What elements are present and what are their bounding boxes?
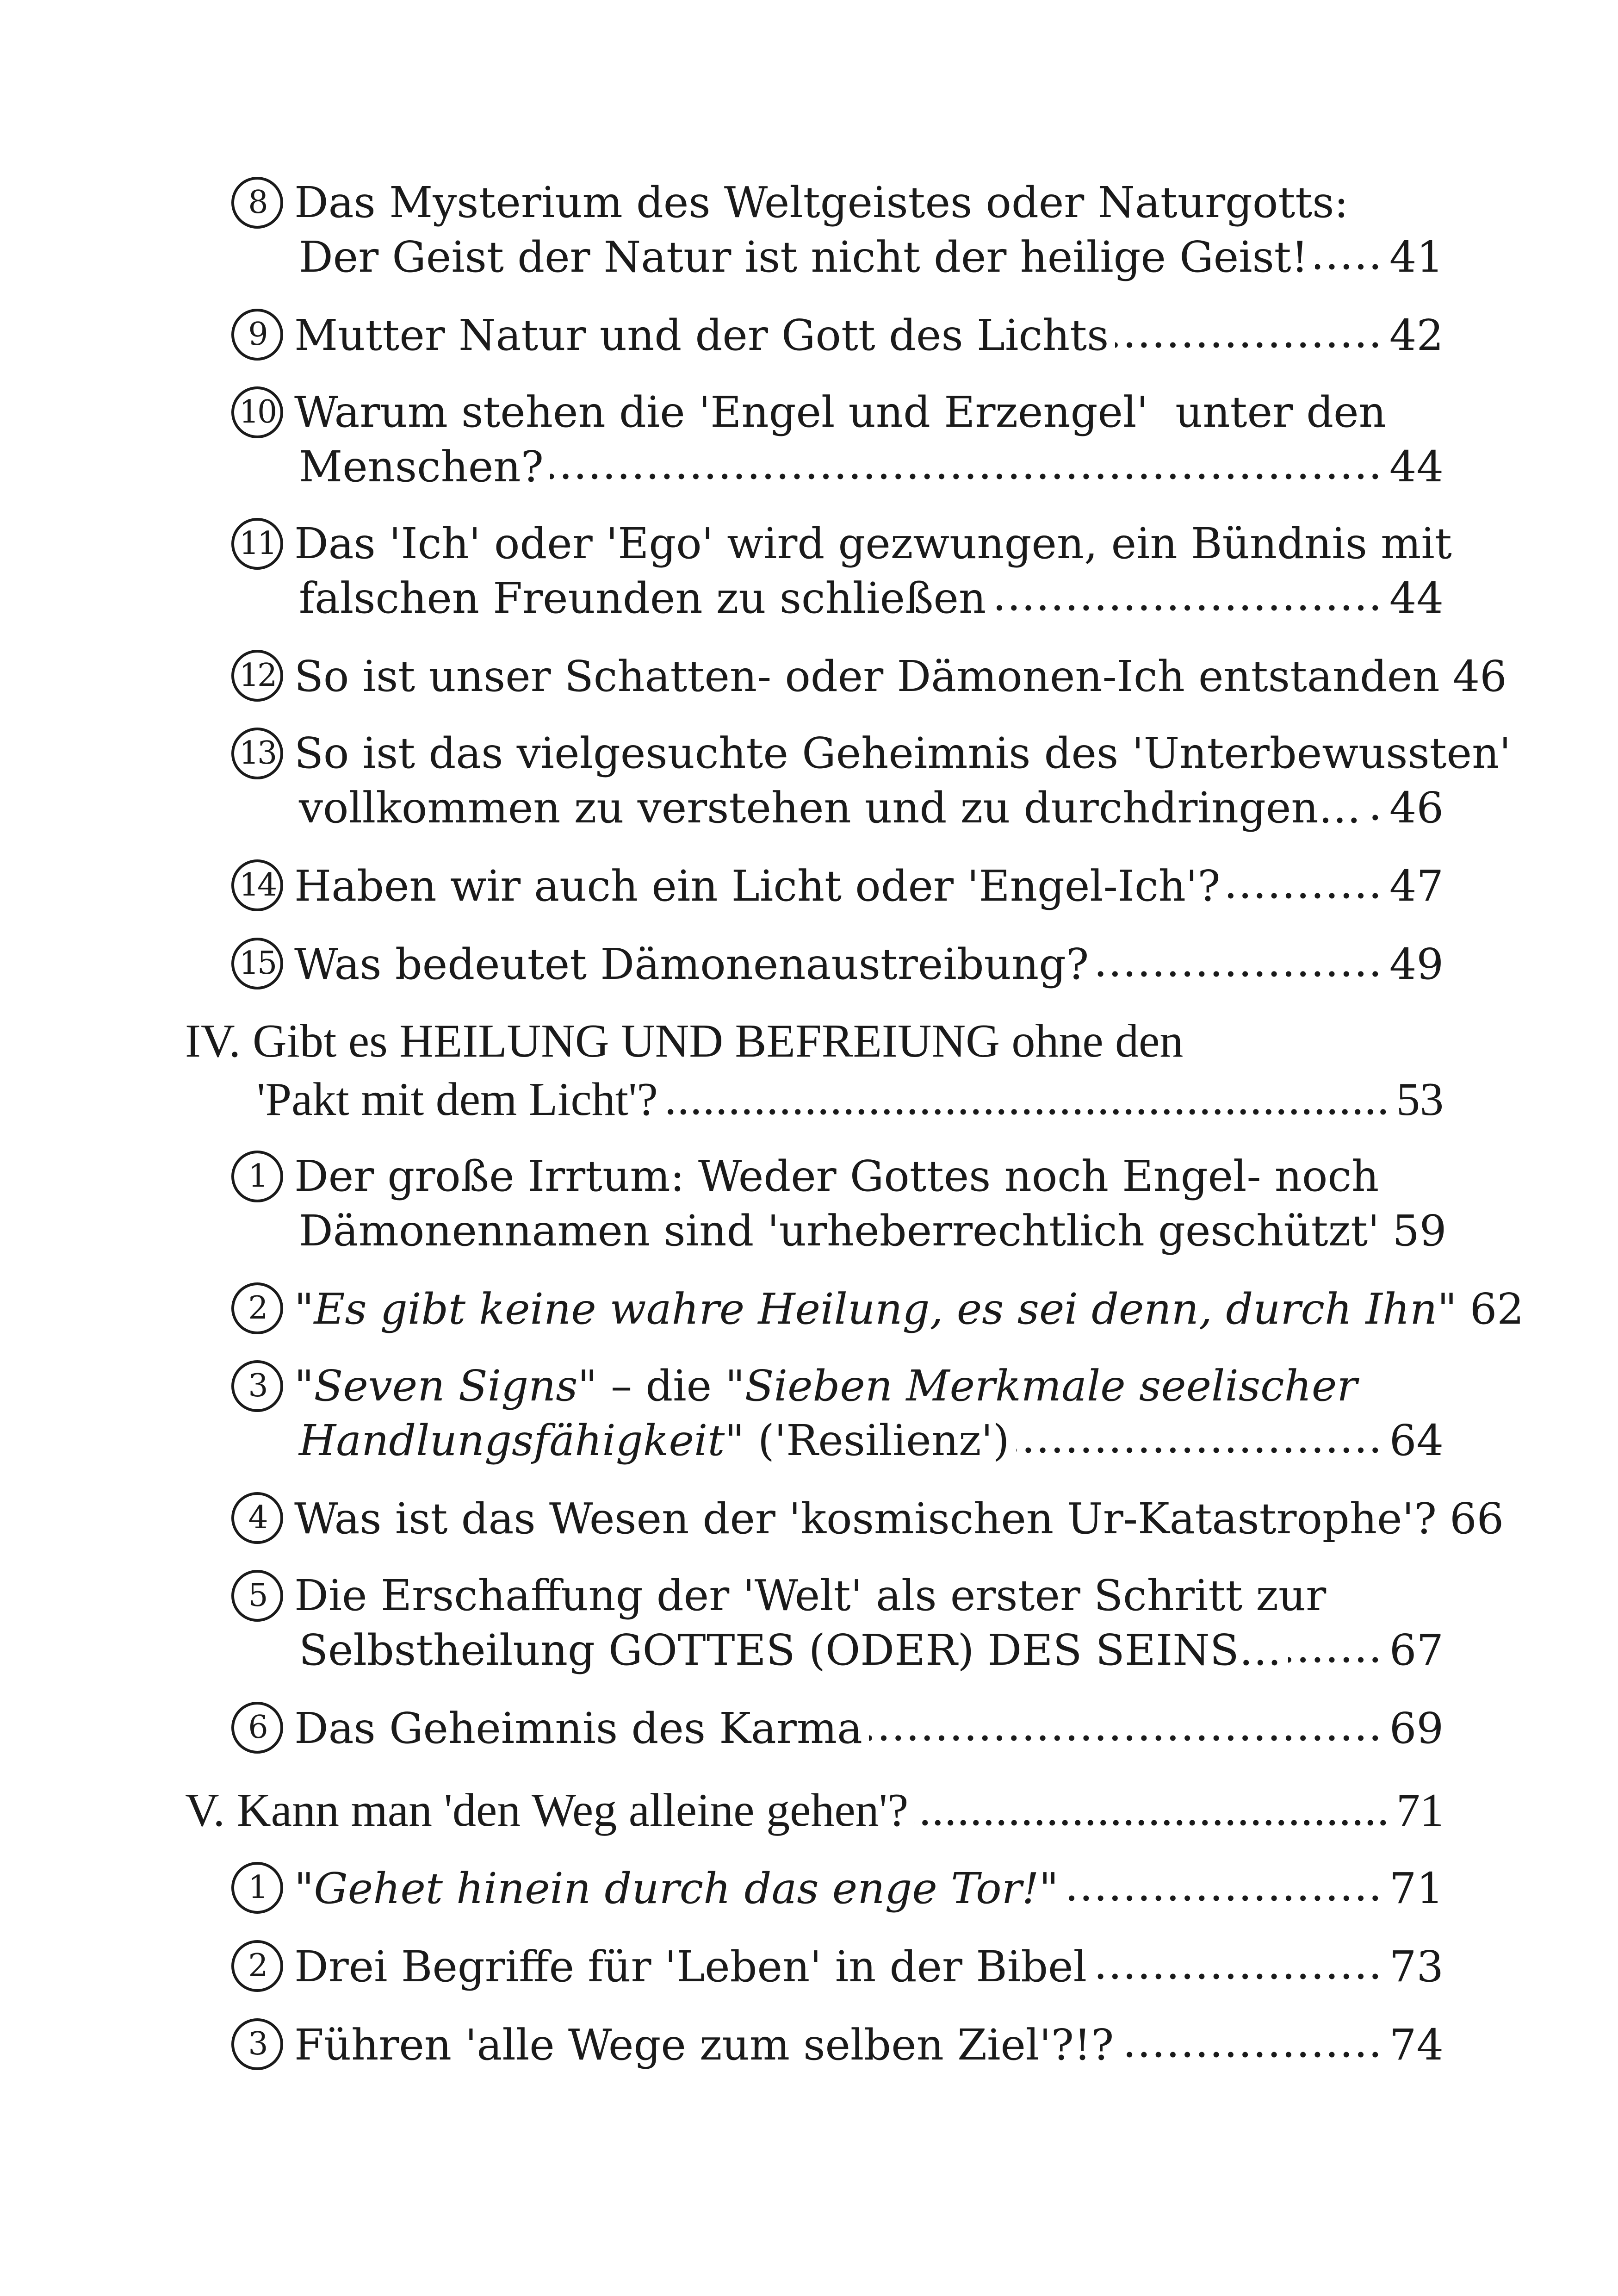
toc-entry[interactable] [185, 1491, 1504, 1545]
dot-leader [1095, 936, 1383, 979]
page-number: 71 [1396, 1784, 1444, 1836]
toc-chapter-entry[interactable] [185, 1014, 1444, 1126]
page-number: 49 [1389, 940, 1444, 989]
toc-entry-title-cont: Menschen? [299, 442, 544, 492]
toc-entry-title-plain: – die [597, 1361, 725, 1411]
toc-entry-title-cont: Selbstheilung GOTTES (ODER) DES SEINS… [299, 1625, 1282, 1675]
toc-entry-title-italic: "Sieben Merkmale seelischer [725, 1361, 1358, 1411]
page-number: 73 [1389, 1942, 1444, 1991]
toc-entry[interactable] [185, 1569, 1444, 1677]
toc-entry-title-italic: "Seven Signs" [294, 1361, 597, 1411]
toc-entry[interactable] [185, 1359, 1444, 1467]
circled-number: 8 [231, 177, 283, 229]
circled-number: 11 [231, 518, 283, 570]
circled-number: 15 [231, 938, 283, 989]
toc-entry-title: "Es gibt keine wahre Heilung, es sei denn, durch Ihn" [294, 1284, 1457, 1334]
page-number: 62 [1469, 1284, 1524, 1334]
circled-number: 12 [231, 650, 283, 702]
toc-entry[interactable] [185, 1281, 1524, 1336]
page-number: 44 [1389, 573, 1444, 623]
toc-entry-title: Drei Begriffe für 'Leben' in der Bibel [294, 1942, 1087, 1991]
chapter-numeral: V. [185, 1784, 225, 1836]
circled-number: 5 [231, 1570, 283, 1622]
page-number: 64 [1389, 1416, 1444, 1465]
dot-leader [1227, 858, 1383, 901]
toc-entry[interactable] [185, 858, 1444, 913]
dot-leader [869, 1700, 1383, 1743]
toc-chapter-title: Kann man 'den Weg alleine gehen'? [237, 1784, 909, 1836]
toc-entry-title: Die Erschaffung der 'Welt' als erster Schritt zur [294, 1571, 1327, 1620]
toc-entry-title: Haben wir auch ein Licht oder 'Engel-Ich'? [294, 861, 1221, 911]
circled-number: 1 [231, 1862, 283, 1914]
circled-number: 10 [231, 386, 283, 438]
page-number: 42 [1389, 311, 1444, 360]
table-of-contents [185, 176, 1524, 2095]
dot-leader [915, 1779, 1390, 1826]
toc-entry-title: Das Mysterium des Weltgeistes oder Naturgotts: [294, 178, 1349, 227]
dot-leader [1120, 2017, 1383, 2060]
toc-chapter-entry[interactable] [185, 1779, 1444, 1837]
dot-leader [1016, 1412, 1383, 1455]
dot-leader [992, 570, 1383, 613]
toc-entry-title: So ist das vielgesuchte Geheimnis des 'Unterbewussten' [294, 728, 1511, 778]
toc-entry-title: Was ist das Wesen der 'kosmischen Ur-Katastrophe'? [294, 1494, 1437, 1543]
dot-leader [1368, 780, 1383, 822]
toc-entry[interactable] [185, 176, 1444, 284]
page-number: 44 [1389, 442, 1444, 492]
page-number: 67 [1389, 1625, 1444, 1675]
toc-chapter-title: Gibt es HEILUNG UND BEFREIUNG ohne den [252, 1015, 1184, 1067]
toc-entry[interactable] [185, 1939, 1444, 1993]
dot-leader [664, 1068, 1390, 1115]
circled-number: 1 [231, 1151, 283, 1202]
toc-entry[interactable] [185, 936, 1444, 991]
toc-entry-title: Mutter Natur und der Gott des Lichts [294, 311, 1109, 360]
page-number: 71 [1389, 1864, 1444, 1913]
circled-number: 9 [231, 309, 283, 361]
toc-entry-title: Führen 'alle Wege zum selben Ziel'?!? [294, 2020, 1114, 2070]
circled-number: 2 [231, 1940, 283, 1992]
toc-entry-title-cont: Dämonennamen sind 'urheberrechtlich geschützt' [299, 1206, 1380, 1256]
chapter-numeral: IV. [185, 1015, 241, 1067]
toc-entry[interactable] [185, 648, 1507, 703]
page-number: 69 [1389, 1704, 1444, 1753]
toc-entry-title-cont: Der Geist der Natur ist nicht der heilige Geist! [299, 232, 1308, 282]
dot-leader [1065, 1860, 1383, 1903]
dot-leader [550, 439, 1383, 481]
toc-entry[interactable] [185, 2017, 1444, 2072]
toc-entry-title: So ist unser Schatten- oder Dämonen-Ich entstanden [294, 652, 1440, 701]
circled-number: 3 [231, 1360, 283, 1412]
page-number: 59 [1392, 1206, 1447, 1256]
toc-entry[interactable] [185, 1150, 1447, 1257]
circled-number: 4 [231, 1492, 283, 1544]
toc-entry-title-plain: ('Resilienz') [744, 1416, 1010, 1465]
page-number: 47 [1389, 861, 1444, 911]
toc-entry[interactable] [185, 1700, 1444, 1755]
toc-entry[interactable] [185, 1860, 1444, 1915]
toc-entry-title-italic: Handlungsfähigkeit" [299, 1416, 744, 1465]
circled-number: 2 [231, 1282, 283, 1334]
page-number: 41 [1389, 232, 1444, 282]
toc-entry-title: Der große Irrtum: Weder Gottes noch Engel- noch [294, 1151, 1379, 1201]
dot-leader [1115, 307, 1383, 350]
dot-leader [1093, 1939, 1383, 1981]
page-number: 66 [1450, 1494, 1504, 1543]
circled-number: 6 [231, 1702, 283, 1754]
toc-entry[interactable] [185, 727, 1511, 834]
toc-entry-title: Das 'Ich' oder 'Ego' wird gezwungen, ein Bündnis mit [294, 519, 1452, 568]
toc-entry[interactable] [185, 517, 1452, 625]
dot-leader [1288, 1622, 1383, 1665]
page-number: 53 [1396, 1073, 1444, 1126]
toc-entry-title-cont: vollkommen zu verstehen und zu durchdringen… [299, 783, 1361, 833]
dot-leader [1315, 229, 1383, 272]
page-number: 74 [1389, 2020, 1444, 2070]
toc-entry-title: Warum stehen die 'Engel und Erzengel' unter den [294, 387, 1386, 437]
circled-number: 13 [231, 728, 283, 779]
toc-entry-title: Was bedeutet Dämonenaustreibung? [294, 940, 1089, 989]
circled-number: 14 [231, 859, 283, 911]
circled-number: 3 [231, 2018, 283, 2070]
toc-entry[interactable] [185, 307, 1444, 362]
toc-entry-title: "Gehet hinein durch das enge Tor!" [294, 1864, 1059, 1913]
toc-entry-title-cont: falschen Freunden zu schließen [299, 573, 986, 623]
toc-chapter-title-cont: 'Pakt mit dem Licht'? [257, 1073, 658, 1126]
page-number: 46 [1389, 783, 1444, 833]
page-number: 46 [1452, 652, 1507, 701]
toc-entry[interactable] [185, 386, 1444, 493]
toc-entry-title: Das Geheimnis des Karma [294, 1704, 862, 1753]
